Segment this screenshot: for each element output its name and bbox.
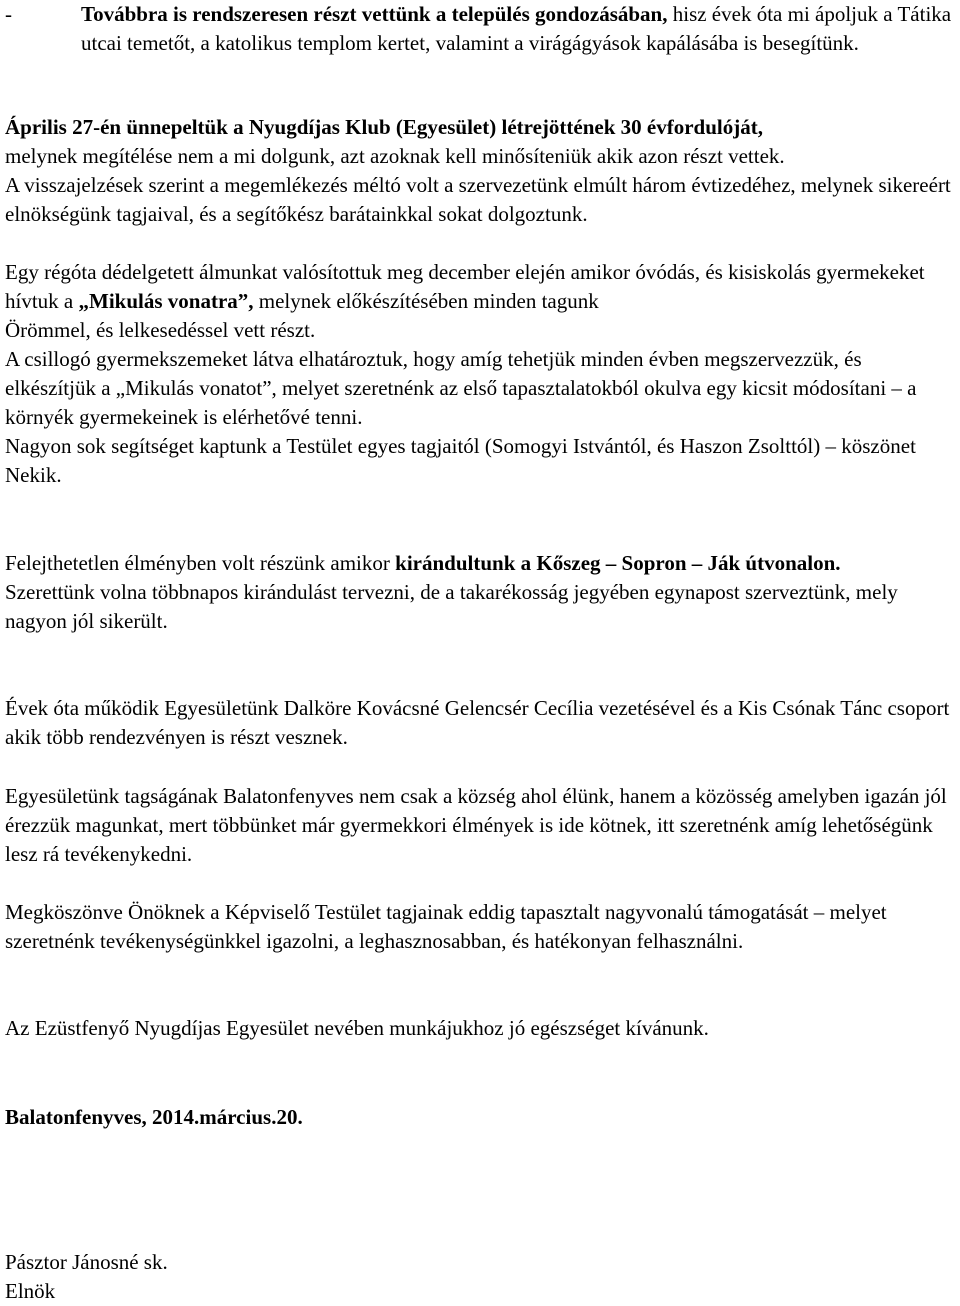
mikulas-thanks: Nagyon sok segítséget kaptunk a Testület egyes tagjaitól (Somogyi Istvántól, és Haszon Zsolttól) – köszönet Nekik. — [5, 434, 916, 487]
signature-block — [5, 1248, 955, 1306]
bullet-paragraph — [5, 0, 955, 58]
community-paragraph: Egyesületünk tagságának Balatonfenyves nem csak a község ahol élünk, hanem a közösség amelyben igazán jól érezzük magunkat, mert többünket már gyermekkori élmények is ide kötnek, itt szeretnénk amíg lehetőségünk lesz rá tevékenykedni. — [5, 784, 947, 866]
mikulas-plans: A csillogó gyermekszemeket látva elhatároztuk, hogy amíg tehetjük minden évben megszervezzük, és elkészítjük a „Mikulás vonatot”, melyet szeretnénk az első tapasztalatokból okulva egy kicsit módosítani – a környék gyermekeinek is elérhetővé tenni. — [5, 347, 917, 429]
wish-paragraph: Az Ezüstfenyő Nyugdíjas Egyesület nevében munkájukhoz jó egészséget kívánunk. — [5, 1016, 709, 1040]
anniversary-heading: Április 27-én ünnepeltük a Nyugdíjas Klub (Egyesület) létrejöttének 30 évfordulóját, — [5, 115, 763, 139]
signature-name: Pásztor Jánosné sk. — [5, 1250, 168, 1274]
trip-route: kirándultunk a Kőszeg – Sopron – Ják útvonalon. — [395, 551, 841, 575]
thanks-paragraph: Megköszönve Önöknek a Képviselő Testület tagjainak eddig tapasztalt nagyvonalú támogatását – melyet szeretnénk tevékenységünkkel igazolni, a leghasznosabban, és hatékonyan felhasználni. — [5, 900, 887, 953]
place-date: Balatonfenyves, 2014.március.20. — [5, 1105, 303, 1129]
anniversary-feedback: A visszajelzések szerint a megemlékezés méltó volt a szervezetünk elmúlt három évtizedéhez, melynek sikereért elnökségünk tagjaival, és a segítőkész barátainkkal sokat dolgoztunk. — [5, 173, 951, 226]
bullet-rest-text: hisz évek óta mi ápoljuk a Tátika utcai temetőt, a katolikus templom kertet, valamint a virágágyások kapálásába is besegítünk. — [81, 2, 952, 55]
choir-paragraph: Évek óta működik Egyesületünk Dalköre Kovácsné Gelencsér Cecília vezetésével és a Kis Csónak Tánc csoport akik több rendezvényen is részt vesznek. — [5, 696, 950, 749]
bullet-marker: - — [5, 2, 12, 26]
bullet-text — [81, 0, 955, 58]
anniversary-paragraph — [5, 113, 955, 229]
mikulas-participation: Örömmel, és lelkesedéssel vett részt. — [5, 318, 316, 342]
mikulas-train-name: „Mikulás vonatra”, — [78, 289, 254, 313]
trip-paragraph — [5, 549, 955, 636]
trip-details: Szerettünk volna többnapos kirándulást tervezni, de a takarékosság jegyében egynapost szerveztünk, mely nagyon jól sikerült. — [5, 580, 898, 633]
mikulas-intro: Egy régóta dédelgetett álmunkat valósítottuk meg december elején amikor óvódás, és kisiskolás gyermekeket hívtuk a „Mikulás vonatra”, melynek előkészítésében minden tagunk — [5, 260, 925, 313]
signature-title: Elnök — [5, 1279, 56, 1303]
anniversary-line: melynek megítélése nem a mi dolgunk, azt azoknak kell minősíteniük akik azon részt vettek. — [5, 144, 785, 168]
mikulas-paragraph — [5, 258, 955, 490]
trip-intro: Felejthetetlen élményben volt részünk amikor kirándultunk a Kőszeg – Sopron – Ják útvonalon. — [5, 551, 841, 575]
bullet-bold-text: Továbbra is rendszeresen részt vettünk a település gondozásában, — [81, 2, 668, 26]
